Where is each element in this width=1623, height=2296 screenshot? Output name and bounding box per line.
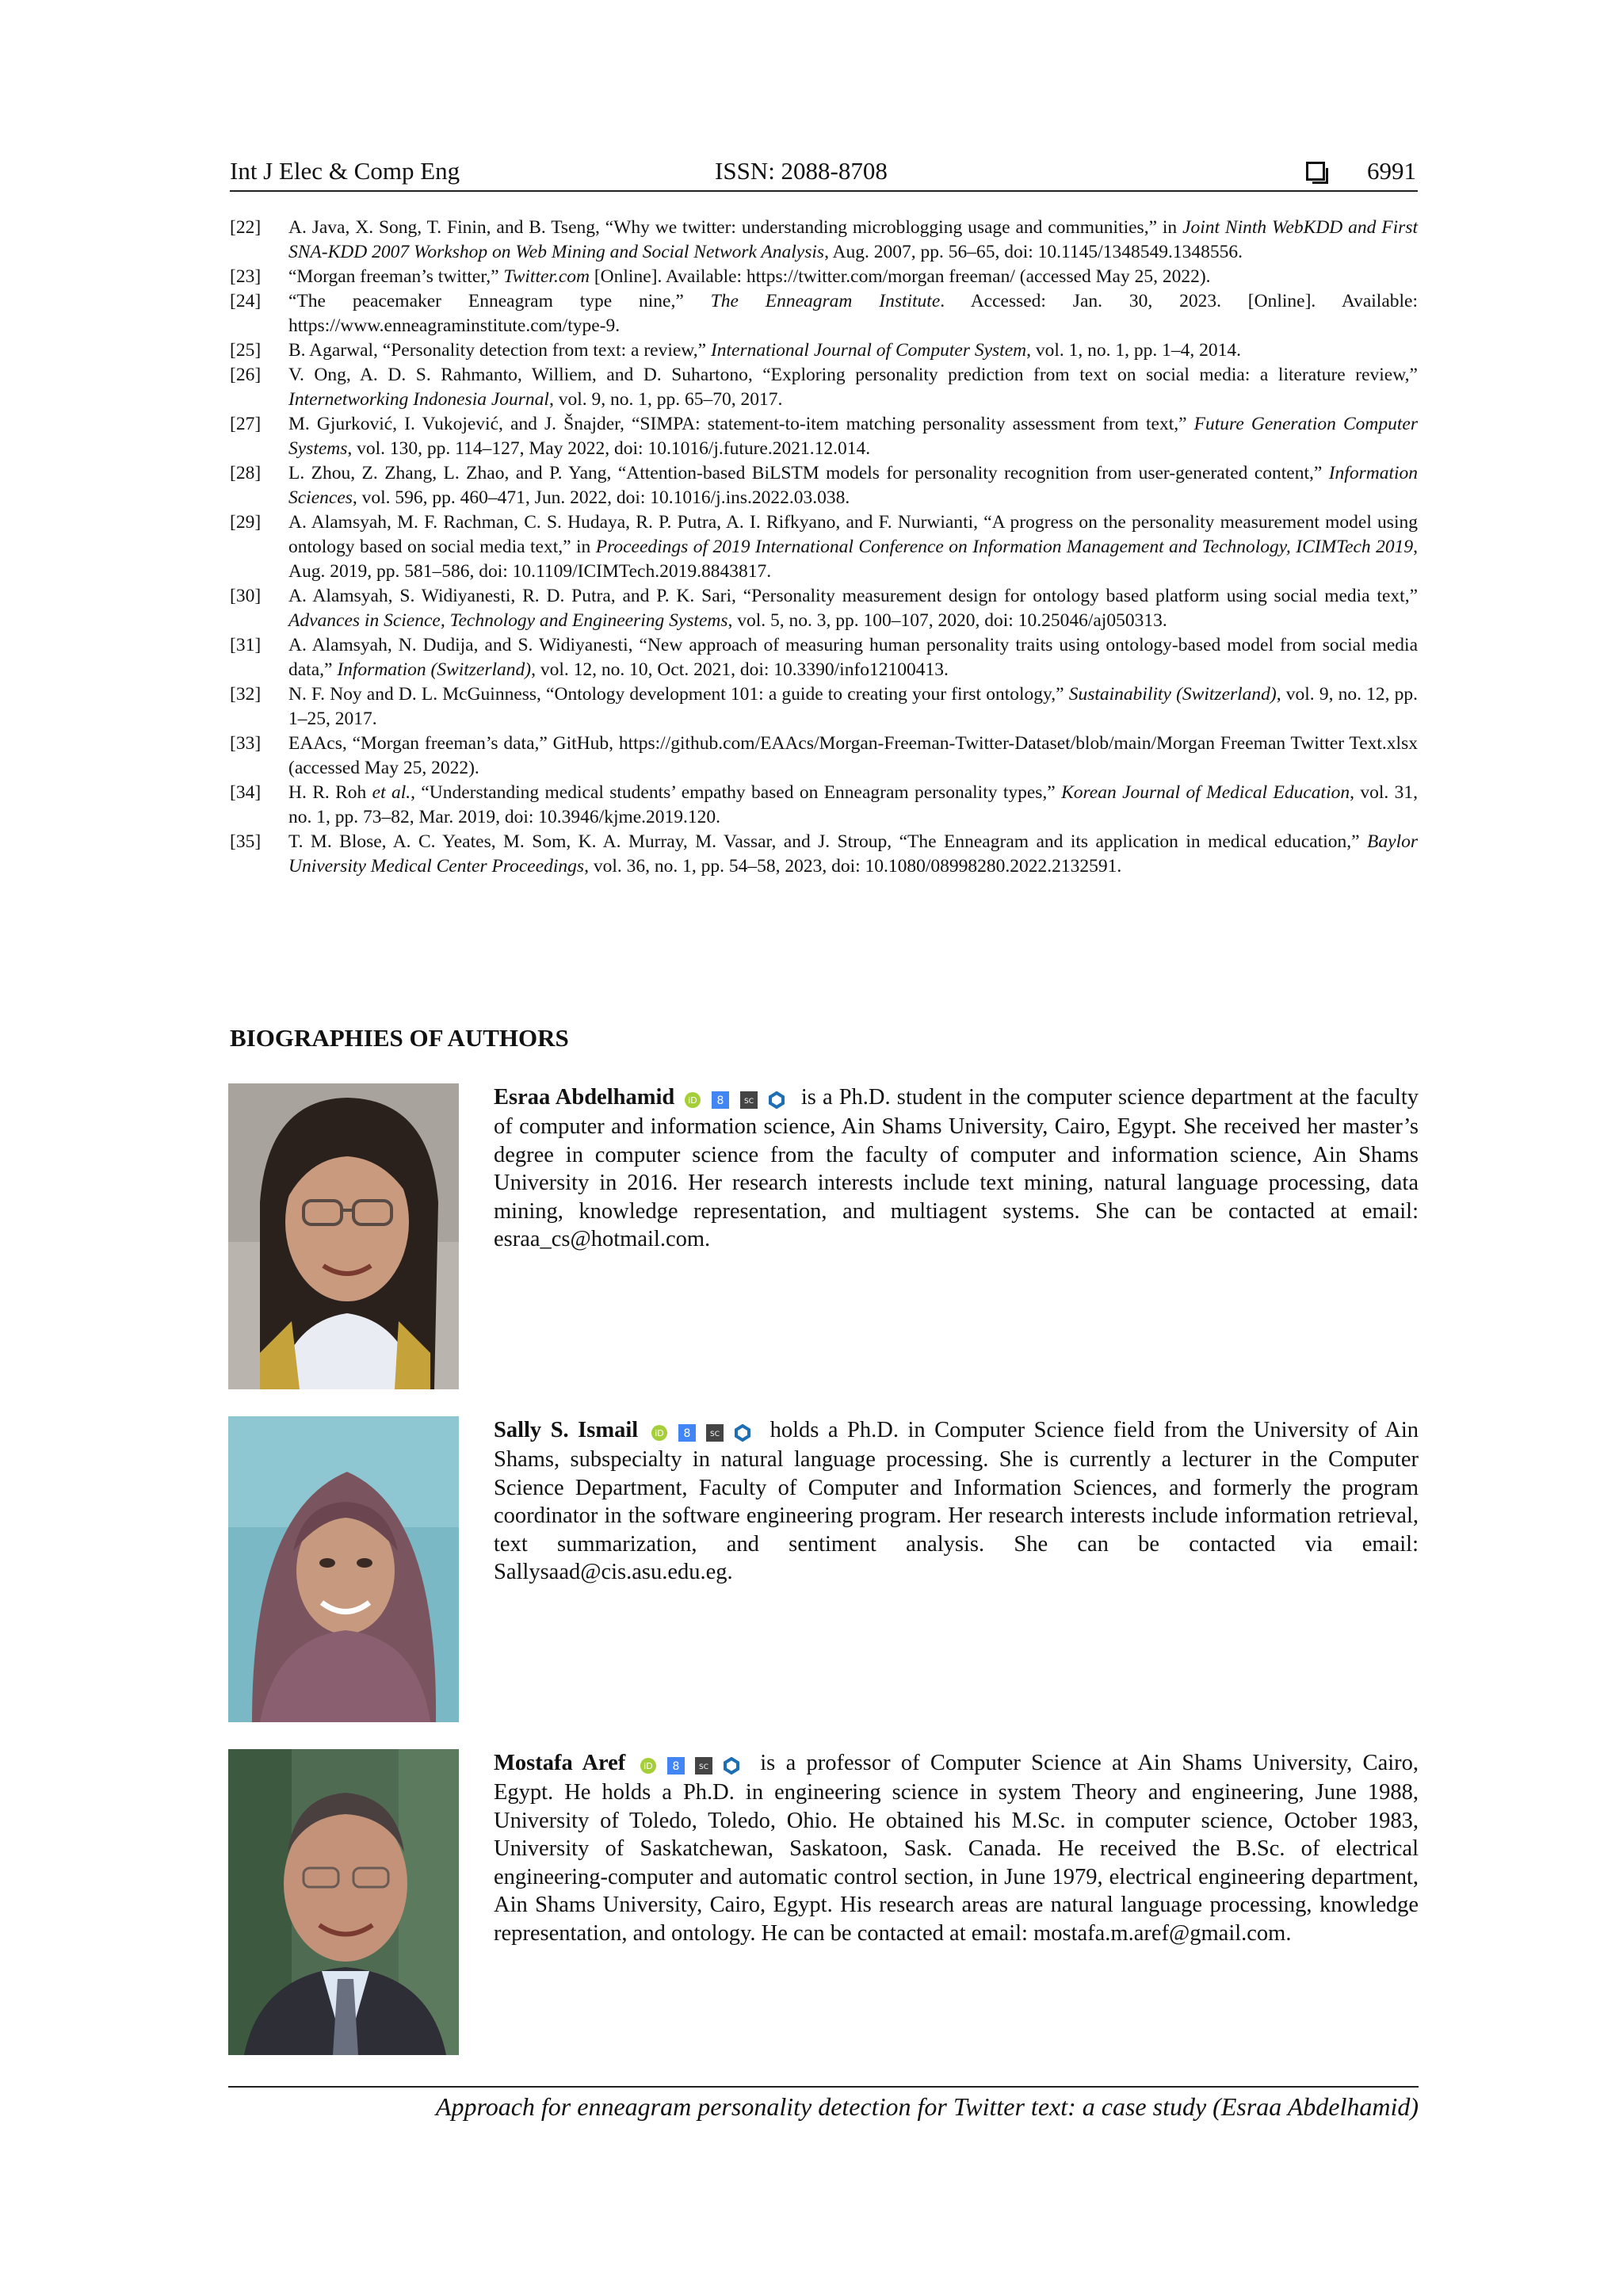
author-name: Esraa Abdelhamid bbox=[494, 1085, 675, 1110]
reference-text: A. Java, X. Song, T. Finin, and B. Tseng, “Why we twitter: understanding microblogging usage and communities,” in bbox=[288, 217, 1183, 238]
reference-text: , vol. 36, no. 1, pp. 54–58, 2023, doi: 10.1080/08998280.2022.2132591. bbox=[584, 856, 1122, 877]
author-name: Mostafa Aref bbox=[494, 1751, 626, 1775]
reference-number: [33] bbox=[230, 733, 262, 754]
orcid-icon[interactable] bbox=[651, 1424, 668, 1442]
reference-text: , vol. 9, no. 12, pp. 1–25, 2017. bbox=[288, 684, 1418, 729]
reference-text: N. F. Noy and D. L. McGuinness, “Ontology development 101: a guide to creating your first ontology,” bbox=[288, 684, 1069, 705]
reference-text: “Morgan freeman’s twitter,” bbox=[288, 266, 504, 287]
reference-venue: et al. bbox=[372, 782, 411, 803]
reference-venue: Internetworking Indonesia Journal bbox=[288, 389, 549, 410]
reference-list bbox=[230, 216, 1418, 879]
issn: ISSN: 2088-8708 bbox=[715, 157, 888, 185]
reference-item bbox=[230, 682, 1418, 732]
reference-number: [32] bbox=[230, 684, 262, 705]
author-description: is a Ph.D. student in the computer science department at the faculty of computer and information science, Ain Shams University, Cairo, Egypt. She received her master’s degree in computer science from the faculty of computer and information science, Ain Shams University in 2016. Her research interests include text mining, natural language processing, data mining, knowledge representation, and multiagent systems. She can be contacted at email: esraa_cs@hotmail.com. bbox=[494, 1085, 1419, 1252]
reference-item bbox=[230, 461, 1418, 510]
section-heading: BIOGRAPHIES OF AUTHORS bbox=[230, 1024, 569, 1052]
reference-text: , vol. 9, no. 1, pp. 65–70, 2017. bbox=[548, 389, 783, 410]
reference-text: H. R. Roh bbox=[288, 782, 372, 803]
reference-venue: Baylor University Medical Center Proceedings bbox=[288, 831, 1418, 877]
svg-text:SC: SC bbox=[743, 1098, 754, 1106]
reference-number: [24] bbox=[230, 291, 262, 311]
orcid-icon[interactable] bbox=[640, 1757, 657, 1775]
reference-item bbox=[230, 732, 1418, 781]
reference-venue: Twitter.com bbox=[503, 266, 590, 287]
reference-text: B. Agarwal, “Personality detection from text: a review,” bbox=[288, 340, 711, 361]
orcid-icon[interactable] bbox=[684, 1091, 701, 1109]
google-scholar-icon[interactable] bbox=[678, 1424, 696, 1442]
svg-text:iD: iD bbox=[688, 1095, 698, 1106]
scopus-icon[interactable] bbox=[706, 1424, 724, 1442]
reference-text: “The peacemaker Enneagram type nine,” bbox=[288, 291, 711, 311]
reference-number: [30] bbox=[230, 586, 262, 606]
reference-text: , vol. 1, no. 1, pp. 1–4, 2014. bbox=[1026, 340, 1242, 361]
reference-number: [25] bbox=[230, 340, 262, 361]
profile-icons bbox=[651, 1418, 756, 1446]
profile-icons bbox=[640, 1751, 745, 1779]
reference-text: , Aug. 2019, pp. 581–586, doi: 10.1109/ICIMTech.2019.8843817. bbox=[288, 537, 1418, 582]
reference-text: , vol. 596, pp. 460–471, Jun. 2022, doi: 10.1016/j.ins.2022.03.038. bbox=[352, 487, 850, 508]
reference-text: , “Understanding medical students’ empathy based on Enneagram personality types,” bbox=[411, 782, 1062, 803]
reference-number: [28] bbox=[230, 463, 262, 483]
author-photo bbox=[228, 1749, 459, 2055]
reference-item bbox=[230, 633, 1418, 682]
page-number: 6991 bbox=[1367, 157, 1416, 185]
author-photo bbox=[228, 1083, 459, 1389]
profile-icons bbox=[684, 1085, 789, 1114]
reference-text: M. Gjurković, I. Vukojević, and J. Šnajder, “SIMPA: statement-to-item matching personality assessment from text,” bbox=[288, 414, 1194, 434]
reference-text: V. Ong, A. D. S. Rahmanto, Williem, and D. Suhartono, “Exploring personality prediction from text on social media: a literature review,” bbox=[288, 365, 1418, 385]
journal-name: Int J Elec & Comp Eng bbox=[230, 157, 460, 185]
footer-rule bbox=[228, 2086, 1419, 2088]
reference-number: [22] bbox=[230, 217, 262, 238]
reference-text: EAAcs, “Morgan freeman’s data,” GitHub, https://github.com/EAAcs/Morgan-Freeman-Twitter-Dataset/blob/main/Morgan Freeman Twitter Text.xlsx (accessed May 25, 2022). bbox=[288, 733, 1418, 778]
reference-venue: Proceedings of 2019 International Conference on Information Management and Technology, ICIMTech 2019 bbox=[595, 537, 1414, 557]
author-description: holds a Ph.D. in Computer Science field from the University of Ain Shams, subspecialty in natural language processing. She is currently a lecturer in the Computer Science Department, Faculty of Computer and Information Sciences, and formerly the program coordinator in the software engineering program. Her research interests include information retrieval, text summarization, and sentiment analysis. She can be contacted via email: Sallysaad@cis.asu.edu.eg. bbox=[494, 1418, 1419, 1585]
reference-item bbox=[230, 338, 1418, 363]
reference-item bbox=[230, 781, 1418, 830]
reference-item bbox=[230, 584, 1418, 633]
running-footer: Approach for enneagram personality detection for Twitter text: a case study (Esraa Abdelhamid) bbox=[435, 2092, 1419, 2121]
reference-venue: Joint Ninth WebKDD and First SNA-KDD 2007 Workshop on Web Mining and Social Network Analysis bbox=[288, 217, 1418, 262]
reference-text: , vol. 5, no. 3, pp. 100–107, 2020, doi: 10.25046/aj050313. bbox=[727, 610, 1167, 631]
reference-number: [31] bbox=[230, 635, 262, 655]
scopus-icon[interactable] bbox=[695, 1757, 712, 1775]
reference-text: L. Zhou, Z. Zhang, L. Zhao, and P. Yang, “Attention-based BiLSTM models for personality recognition from user-generated content,” bbox=[288, 463, 1329, 483]
reference-number: [27] bbox=[230, 414, 262, 434]
checkbox-square-icon bbox=[1306, 162, 1325, 181]
google-scholar-icon[interactable] bbox=[667, 1757, 685, 1775]
reference-text: T. M. Blose, A. C. Yeates, M. Som, K. A. Murray, M. Vassar, and J. Stroup, “The Enneagram and its application in medical education,” bbox=[288, 831, 1368, 852]
reference-item bbox=[230, 289, 1418, 338]
svg-text:SC: SC bbox=[698, 1763, 708, 1772]
google-scholar-icon[interactable] bbox=[712, 1091, 729, 1109]
publons-icon[interactable] bbox=[723, 1757, 740, 1775]
reference-text: A. Alamsyah, N. Dudija, and S. Widiyanesti, “New approach of measuring human personality traits using ontology-based model from social media data,” bbox=[288, 635, 1418, 680]
reference-number: [29] bbox=[230, 512, 262, 533]
author-name: Sally S. Ismail bbox=[494, 1418, 639, 1442]
reference-text: A. Alamsyah, S. Widiyanesti, R. D. Putra, and P. K. Sari, “Personality measurement design for ontology based platform using social media text,” bbox=[288, 586, 1418, 606]
reference-venue: Korean Journal of Medical Education bbox=[1061, 782, 1350, 803]
author-photo bbox=[228, 1416, 459, 1722]
svg-text:iD: iD bbox=[643, 1761, 653, 1772]
reference-text: . Accessed: Jan. 30, 2023. [Online]. Available: https://www.enneagraminstitute.com/type-9. bbox=[288, 291, 1418, 336]
reference-number: [34] bbox=[230, 782, 262, 803]
reference-item bbox=[230, 510, 1418, 584]
reference-item bbox=[230, 265, 1418, 289]
reference-venue: The Enneagram Institute bbox=[710, 291, 941, 311]
reference-venue: Sustainability (Switzerland) bbox=[1068, 684, 1277, 705]
reference-venue: Advances in Science, Technology and Engineering Systems bbox=[288, 610, 728, 631]
reference-venue: Information (Switzerland) bbox=[337, 659, 532, 680]
reference-text: , vol. 31, no. 1, pp. 73–82, Mar. 2019, doi: 10.3946/kjme.2019.120. bbox=[288, 782, 1418, 827]
reference-venue: Future Generation Computer Systems bbox=[288, 414, 1418, 459]
svg-text:SC: SC bbox=[709, 1431, 720, 1439]
author-description: is a professor of Computer Science at Ain Shams University, Cairo, Egypt. He holds a Ph.D. in engineering science in system Theory and engineering, June 1988, University of Toledo, Toledo, Ohio. He obtained his M.Sc. in computer science, October 1983, University of Saskatchewan, Saskatoon, Sask. Canada. He received the B.Sc. of electrical engineering-computer and automatic control section, in June 1979, electrical engineering department, Ain Shams University, Cairo, Egypt. His research areas are natural language processing, knowledge representation, and ontology. He can be contacted at email: mostafa.m.aref@gmail.com. bbox=[494, 1751, 1419, 1946]
publons-icon[interactable] bbox=[734, 1424, 751, 1442]
reference-number: [35] bbox=[230, 831, 262, 852]
scopus-icon[interactable] bbox=[740, 1091, 758, 1109]
reference-number: [23] bbox=[230, 266, 262, 287]
reference-text: , vol. 130, pp. 114–127, May 2022, doi: 10.1016/j.future.2021.12.014. bbox=[347, 438, 871, 459]
reference-item bbox=[230, 363, 1418, 412]
reference-venue: Information Sciences bbox=[288, 463, 1418, 508]
reference-item bbox=[230, 216, 1418, 265]
reference-text: [Online]. Available: https://twitter.com/morgan freeman/ (accessed May 25, 2022). bbox=[589, 266, 1211, 287]
reference-number: [26] bbox=[230, 365, 262, 385]
svg-text:8: 8 bbox=[717, 1095, 724, 1108]
reference-item bbox=[230, 412, 1418, 461]
publons-icon[interactable] bbox=[768, 1091, 785, 1109]
reference-item bbox=[230, 830, 1418, 879]
reference-text: A. Alamsyah, M. F. Rachman, C. S. Hudaya, R. P. Putra, A. I. Rifkyano, and F. Nurwianti, “A progress on the personality measurement model using ontology based on social media text,” in bbox=[288, 512, 1418, 557]
svg-text:iD: iD bbox=[654, 1428, 664, 1439]
reference-text: , vol. 12, no. 10, Oct. 2021, doi: 10.3390/info12100413. bbox=[531, 659, 949, 680]
svg-text:8: 8 bbox=[672, 1760, 680, 1774]
reference-venue: International Journal of Computer System bbox=[710, 340, 1027, 361]
running-header bbox=[230, 155, 1418, 192]
svg-text:8: 8 bbox=[683, 1427, 691, 1441]
reference-text: , Aug. 2007, pp. 56–65, doi: 10.1145/1348549.1348556. bbox=[824, 242, 1243, 262]
